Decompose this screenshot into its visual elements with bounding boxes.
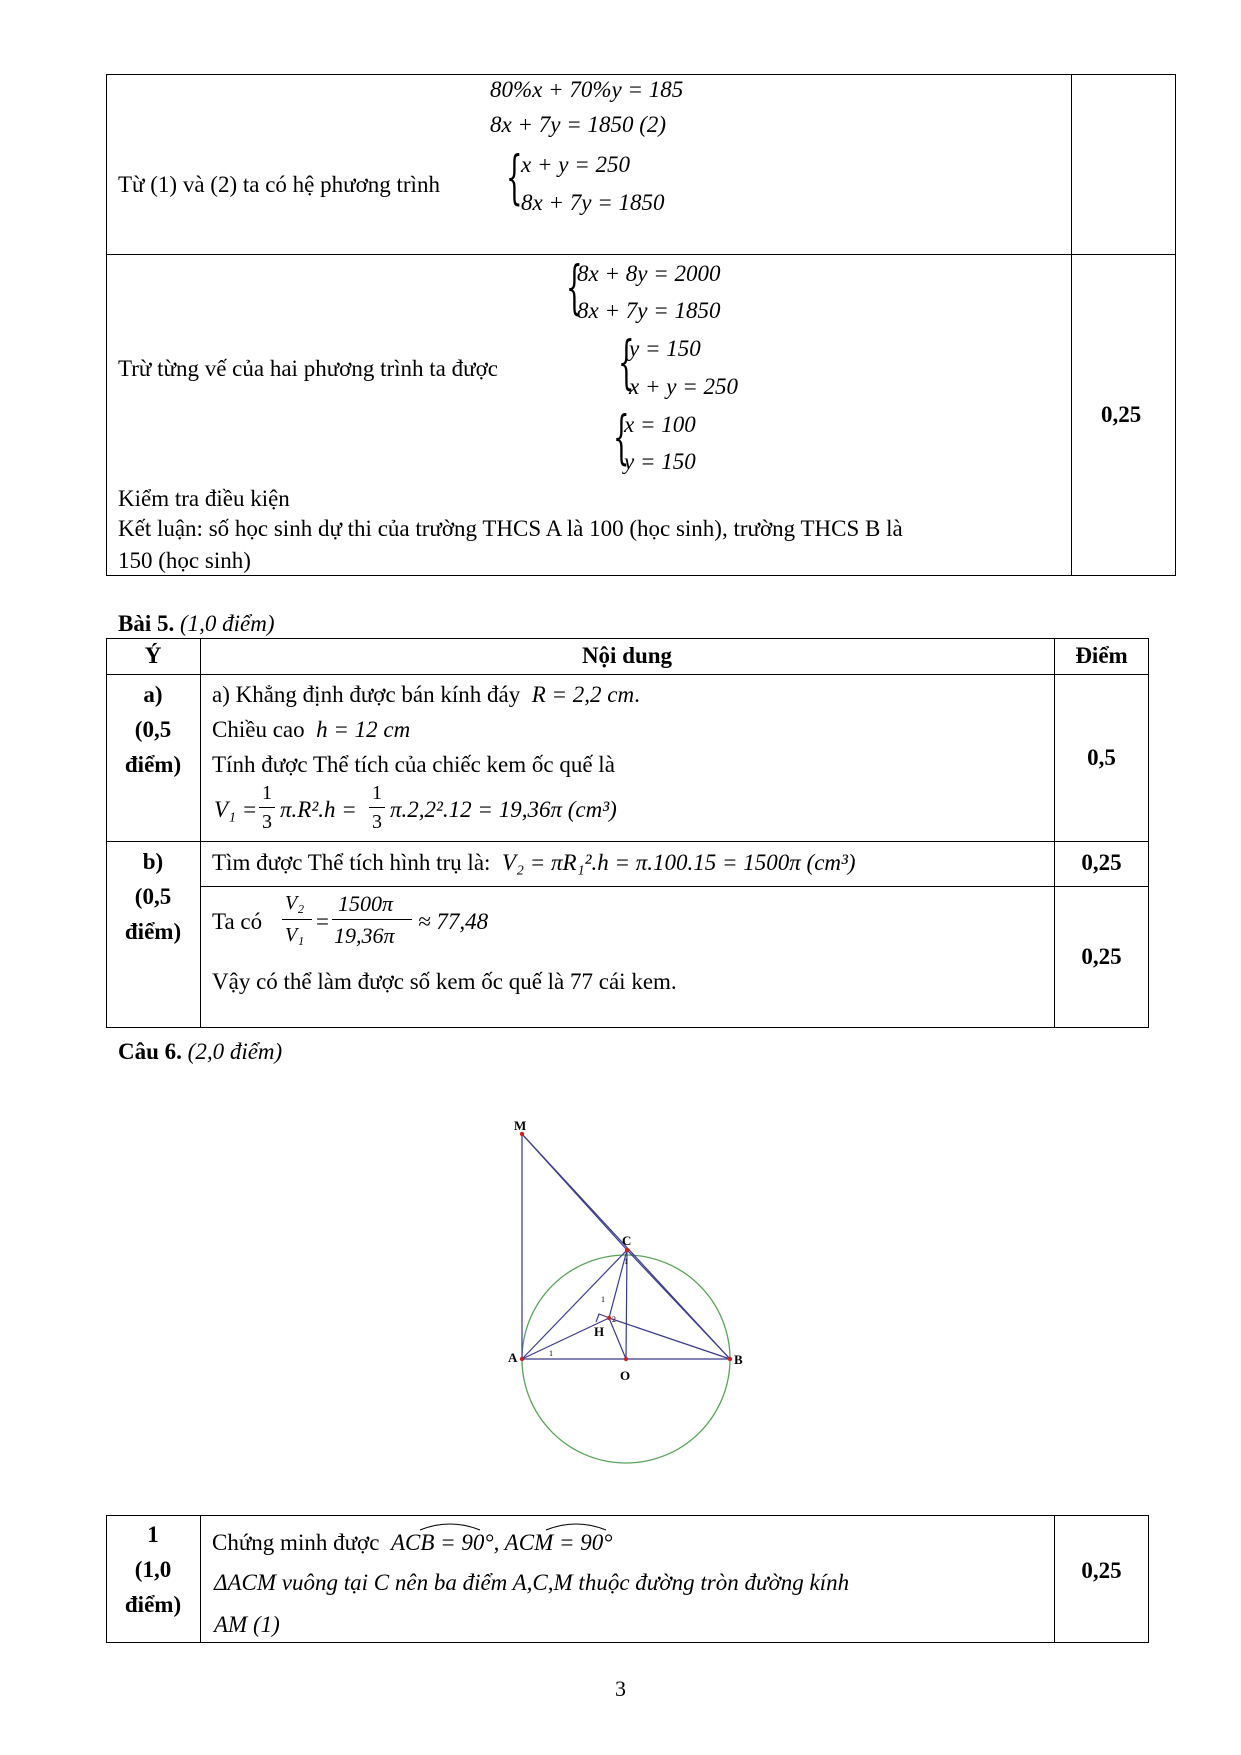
check-condition-text: Kiểm tra điều kiện bbox=[118, 486, 290, 511]
system-line-1: x + y = 250 bbox=[521, 152, 630, 177]
system-intro-text: Từ (1) và (2) ta có hệ phương trình bbox=[118, 172, 440, 197]
equation-percent: 80%x + 70%y = 185 bbox=[490, 77, 684, 102]
ratio-eq: = bbox=[316, 909, 329, 934]
formula-mid: π.R².h = bbox=[280, 797, 357, 822]
label-h: H bbox=[594, 1324, 605, 1339]
score-cell: 0,25 bbox=[1101, 402, 1142, 427]
brace-icon: { bbox=[566, 253, 583, 321]
height-line: Chiều cao h = 12 cm bbox=[212, 717, 411, 742]
fraction-den: 3 bbox=[262, 811, 272, 833]
score-b1: 0,25 bbox=[1081, 850, 1122, 875]
label-c: C bbox=[622, 1233, 632, 1248]
system-a-line-2: 8x + 7y = 1850 bbox=[577, 298, 721, 323]
label-a-diem: điểm) bbox=[124, 752, 182, 777]
angle-label-h1: 1 bbox=[601, 1295, 605, 1304]
page-number: 3 bbox=[615, 1676, 626, 1701]
score-1: 0,25 bbox=[1081, 1558, 1122, 1583]
fraction-num: 1 bbox=[262, 782, 272, 804]
label-m: M bbox=[514, 1118, 527, 1133]
angle-label-h2: 2 bbox=[612, 1315, 616, 1324]
ratio-num2: 1500π bbox=[338, 891, 394, 916]
proof-line-1: Chứng minh được ACB = 90°, ACM = 90° bbox=[212, 1530, 613, 1555]
label-a: a) bbox=[143, 682, 163, 707]
fraction-num: 1 bbox=[372, 782, 382, 804]
formula-v1: V₁ = bbox=[214, 797, 258, 822]
label-a-points: (0,5 bbox=[134, 717, 172, 742]
ratio-approx: ≈ 77,48 bbox=[418, 909, 489, 934]
brace-icon: { bbox=[613, 403, 630, 471]
label-1-points: (1,0 bbox=[134, 1557, 172, 1582]
formula-end: π.2,2².12 = 19,36π (cm³) bbox=[390, 797, 617, 822]
label-1: 1 bbox=[147, 1522, 159, 1547]
score-b2: 0,25 bbox=[1081, 944, 1122, 969]
cylinder-volume-line: Tìm được Thể tích hình trụ là: V₂ = πR₁².h = π.100.15 = 1500π (cm³) bbox=[212, 850, 856, 875]
angle-label-a1: 1 bbox=[549, 1349, 553, 1358]
ratio-den: V₁ bbox=[285, 924, 305, 946]
label-b-points: (0,5 bbox=[134, 884, 172, 909]
brace-icon: { bbox=[506, 143, 523, 211]
fraction-den: 3 bbox=[372, 811, 382, 833]
system-b-line-2: x + y = 250 bbox=[629, 374, 738, 399]
ratio-num: V₂ bbox=[285, 892, 305, 914]
brace-icon: { bbox=[618, 328, 635, 396]
label-o: O bbox=[620, 1368, 631, 1383]
section-heading-cau6: Câu 6. (2,0 điểm) bbox=[118, 1039, 283, 1064]
ratio-den2: 19,36π bbox=[334, 923, 395, 948]
system-c-line-1: x = 100 bbox=[624, 412, 696, 437]
label-1-diem: điểm) bbox=[124, 1592, 182, 1617]
ice-cream-conclusion: Vậy có thể làm được số kem ốc quế là 77 cái kem. bbox=[212, 969, 677, 994]
score-a: 0,5 bbox=[1087, 745, 1116, 770]
system-a-line-1: 8x + 8y = 2000 bbox=[577, 261, 721, 286]
header-score: Điểm bbox=[1075, 643, 1128, 668]
equation-2: 8x + 7y = 1850 (2) bbox=[490, 112, 667, 137]
angle-label-c1: 1 bbox=[624, 1257, 628, 1266]
system-b-line-1: y = 150 bbox=[629, 336, 701, 361]
label-a: A bbox=[508, 1350, 518, 1365]
header-content: Nội dung bbox=[581, 643, 673, 668]
section-heading-bai5: Bài 5. (1,0 điểm) bbox=[118, 611, 275, 636]
label-b: b) bbox=[142, 849, 164, 874]
label-b: B bbox=[734, 1352, 743, 1367]
label-b-diem: điểm) bbox=[124, 919, 182, 944]
radius-line: a) Khẳng định được bán kính đáy R = 2,2 cm. bbox=[212, 682, 640, 707]
header-y: Ý bbox=[144, 643, 162, 668]
conclusion-line-1: Kết luận: số học sinh dự thi của trường THCS A là 100 (học sinh), trường THCS B là bbox=[118, 516, 903, 541]
system-c-line-2: y = 150 bbox=[624, 449, 696, 474]
conclusion-line-2: 150 (học sinh) bbox=[118, 548, 251, 573]
system-line-2: 8x + 7y = 1850 bbox=[521, 190, 665, 215]
proof-line-2: ΔACM vuông tại C nên ba điểm A,C,M thuộc đường tròn đường kính bbox=[214, 1570, 850, 1595]
proof-line-3: AM (1) bbox=[214, 1612, 280, 1637]
ratio-text: Ta có bbox=[212, 909, 263, 934]
subtract-text: Trừ từng vế của hai phương trình ta được bbox=[118, 356, 498, 381]
volume-intro-line: Tính được Thể tích của chiếc kem ốc quế là bbox=[212, 752, 615, 777]
